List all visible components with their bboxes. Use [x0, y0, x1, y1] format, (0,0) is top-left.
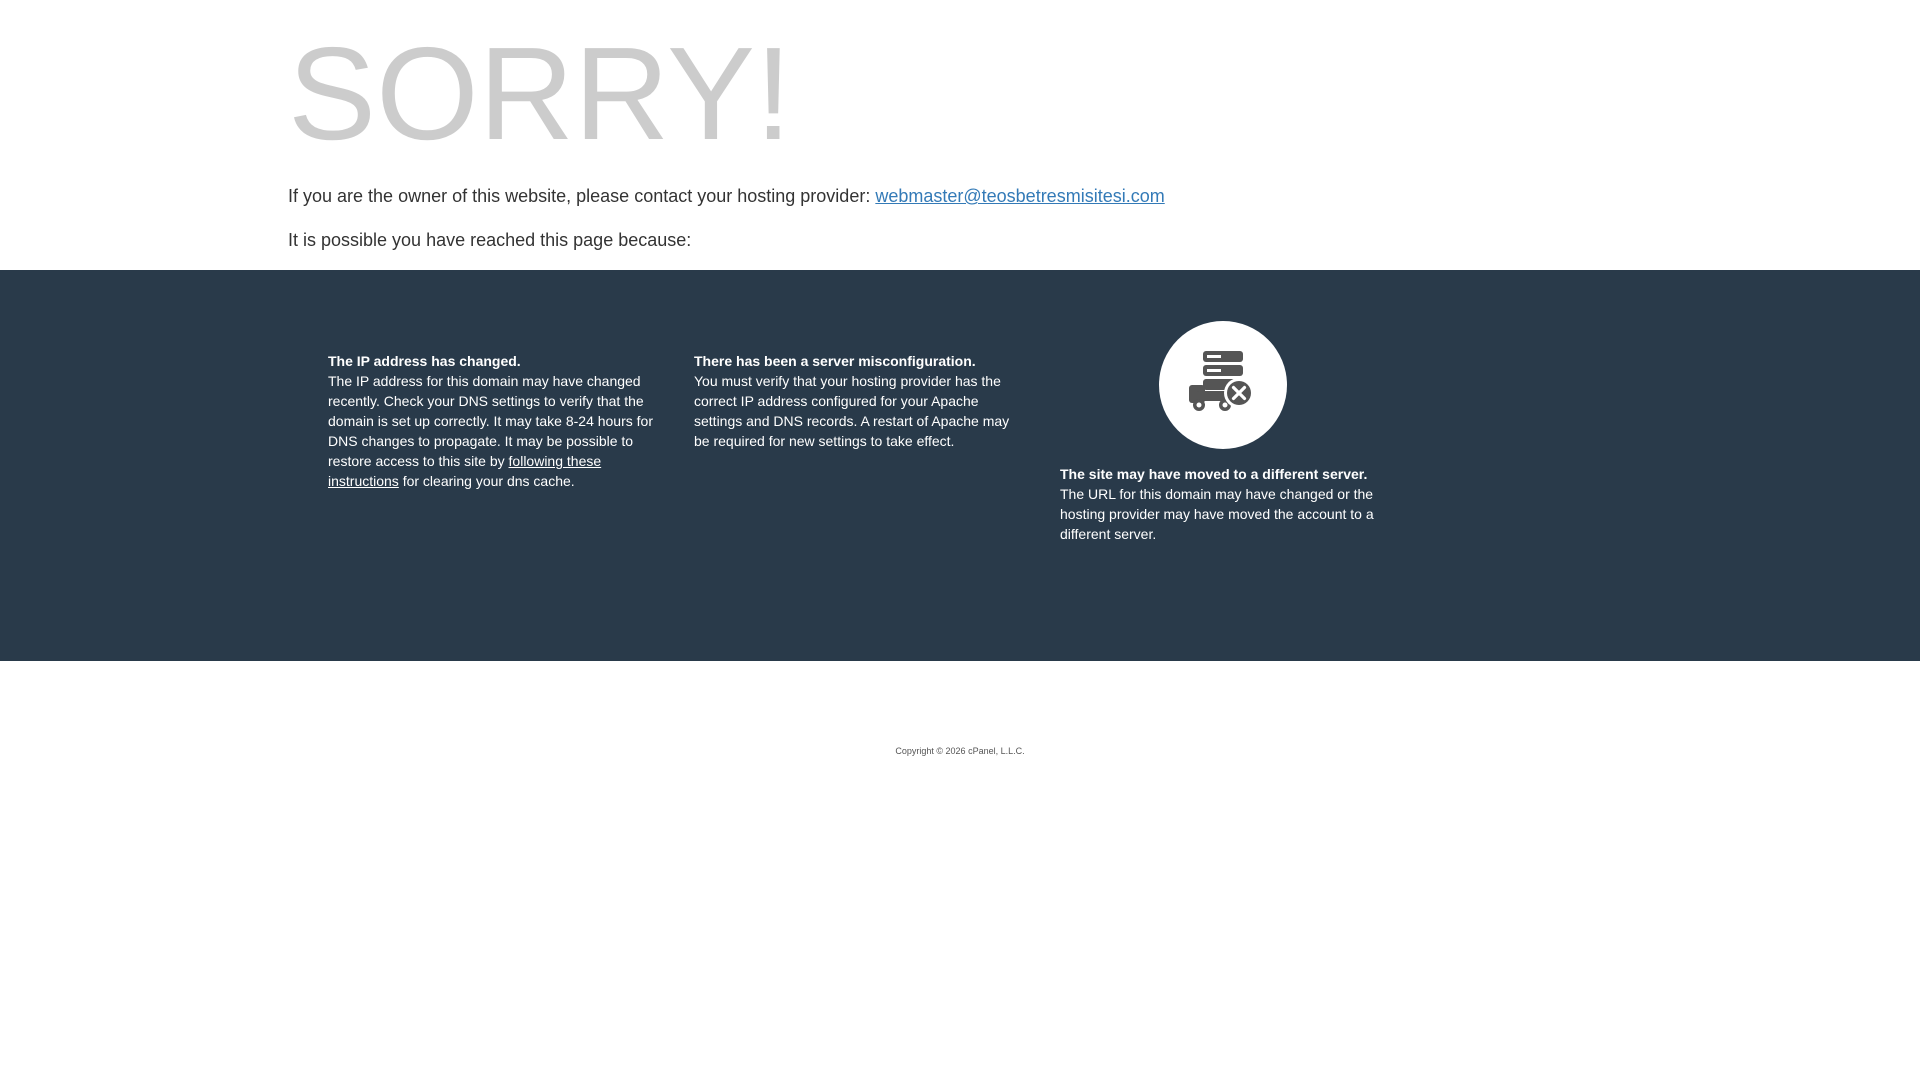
owner-contact-line	[288, 186, 1368, 208]
reason-intro: It is possible you have reached this page because:	[288, 229, 692, 250]
dns-instructions-link[interactable]: following these instructions	[328, 453, 602, 489]
reason-body-text-after: for clearing your dns cache.	[402, 473, 575, 489]
reason-body: The URL for this domain may have changed or the hosting provider may have moved the account to a different server.	[1060, 486, 1374, 542]
reason-title: The site may have moved to a different server.	[1060, 466, 1368, 482]
reason-server-misconfiguration	[694, 351, 1024, 451]
page-title: SORRY!	[288, 20, 792, 167]
reason-moved-server	[1060, 464, 1390, 544]
reason-body-text: The IP address for this domain may have changed recently. Check your DNS settings to verify that the domain is set up correctly. It may take 8-24 hours for DNS changes to propagate. It may be possible to restore access to this site by	[328, 373, 653, 469]
contact-email-link[interactable]: webmaster@teosbetresmisitesi.com	[875, 186, 1165, 206]
reasons-band	[0, 270, 1920, 661]
server-moved-icon	[1183, 345, 1263, 425]
reason-body	[328, 371, 658, 491]
server-moved-icon-circle	[1159, 321, 1287, 449]
reason-body: You must verify that your hosting provider has the correct IP address configured for your Apache settings and DNS records. A restart of Apache may be required for new settings to take effect.	[694, 373, 1010, 449]
copyright-footer: Copyright © 2026 cPanel, L.L.C.	[895, 746, 1025, 756]
reason-title: The IP address has changed.	[328, 353, 521, 369]
page-header	[288, 0, 1368, 251]
reason-title: There has been a server misconfiguration.	[694, 353, 976, 369]
reason-ip-changed	[328, 351, 658, 491]
owner-contact-text: If you are the owner of this website, please contact your hosting provider:	[288, 186, 871, 206]
